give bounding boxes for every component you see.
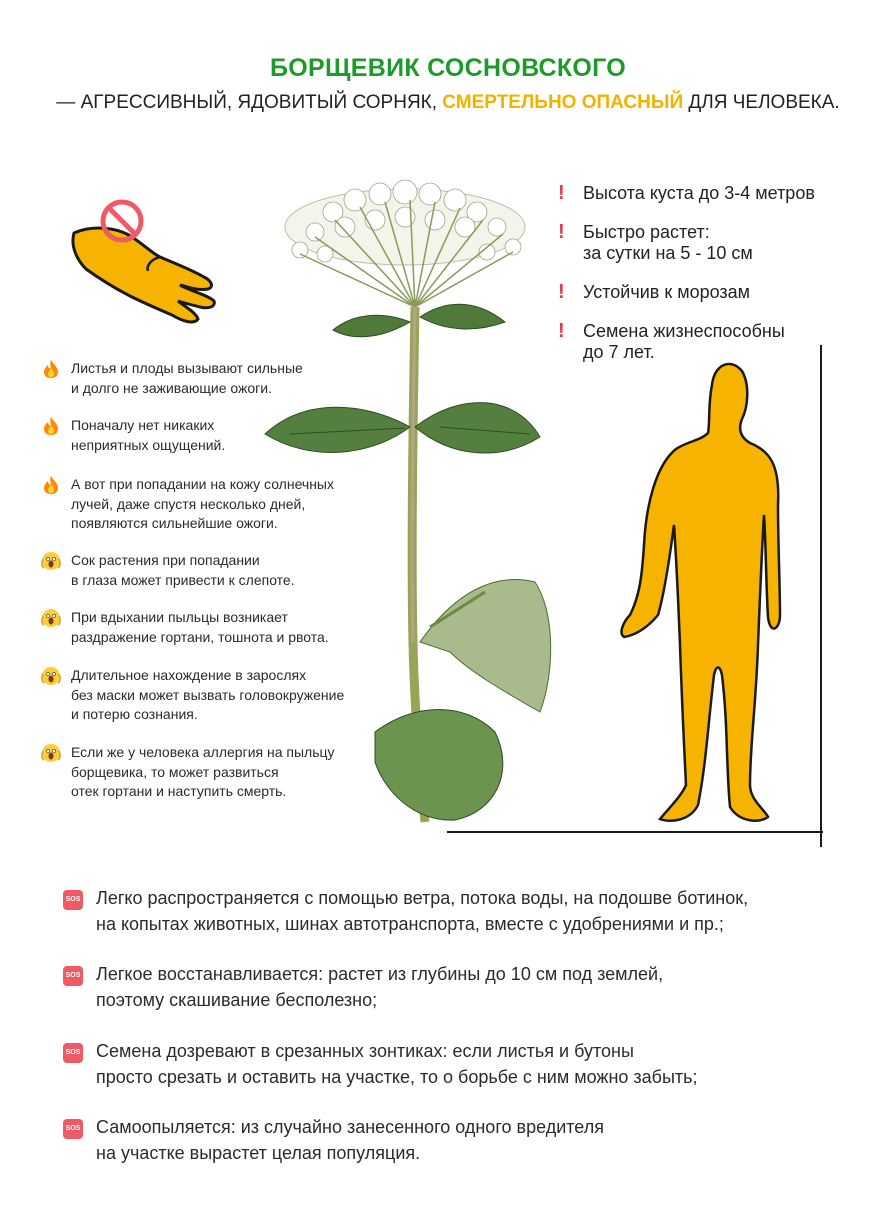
page-subtitle — [0, 92, 896, 114]
sos-item — [63, 1114, 863, 1166]
sos-line: Легко распространяется с помощью ветра, потока воды, на подошве ботинок, — [96, 888, 749, 908]
scream-face-icon — [40, 551, 62, 571]
sos-line: на участке вырастет целая популяция. — [96, 1143, 421, 1163]
page-title: БОРЩЕВИК СОСНОВСКОГО — [269, 54, 627, 82]
subtitle-highlight: СМЕРТЕЛЬНО ОПАСНЫЙ — [442, 92, 684, 113]
sos-item — [63, 1038, 863, 1090]
fire-icon — [40, 359, 62, 379]
fact-item — [558, 282, 858, 303]
scream-face-icon — [40, 743, 62, 763]
sos-line: на копытах животных, шинах автотранспорта, вместе с удобрениями и пр.; — [96, 914, 724, 934]
warning-item — [40, 416, 380, 455]
ground-line — [447, 831, 823, 833]
warning-line: Если же у человека аллергия на пыльцу — [71, 744, 335, 760]
sos-icon: SOS — [63, 1119, 83, 1139]
warning-line: отек гортани и наступить смерть. — [71, 783, 287, 799]
sos-line: просто срезать и оставить на участке, то о борьбе с ним можно забыть; — [96, 1067, 698, 1087]
warning-item — [40, 743, 380, 802]
warning-line: При вдыхании пыльцы возникает — [71, 609, 288, 625]
warning-line: Листья и плоды вызывают сильные — [71, 360, 303, 376]
warning-item — [40, 475, 380, 534]
sos-icon: SOS — [63, 1043, 83, 1063]
fact-line: Семена жизнеспособны — [583, 321, 785, 341]
warning-item — [40, 666, 380, 725]
warning-line: Поначалу нет никаких — [71, 417, 215, 433]
warning-line: в глаза может привести к слепоте. — [71, 571, 295, 588]
warning-line: А вот при попадании на кожу солнечных — [71, 476, 334, 492]
sos-line: Самоопыляется: из случайно занесенного одного вредителя — [96, 1117, 604, 1137]
warning-item — [40, 359, 380, 398]
fire-icon — [40, 475, 62, 495]
fact-item — [558, 183, 858, 204]
scream-face-icon — [40, 666, 62, 686]
exclamation-icon: ! — [558, 221, 565, 243]
sos-item — [63, 885, 863, 937]
warning-item — [40, 608, 380, 647]
warning-line: появляются сильнейшие ожоги. — [71, 515, 278, 531]
warning-line: без маски может вызвать головокружение — [71, 686, 345, 703]
fact-item — [558, 222, 858, 264]
subtitle-suffix: ДЛЯ ЧЕЛОВЕКА. — [683, 92, 840, 113]
human-silhouette-illustration — [590, 345, 830, 850]
fire-icon — [40, 416, 62, 436]
scream-face-icon — [40, 608, 62, 628]
subtitle-prefix: — АГРЕССИВНЫЙ, ЯДОВИТЫЙ СОРНЯК, — [56, 92, 443, 113]
warning-line: борщевика, то может развиться — [71, 763, 279, 780]
warning-line: Сок растения при попадании — [71, 552, 260, 568]
warning-line: и потерю сознания. — [71, 706, 198, 722]
warning-line: и долго не заживающие ожоги. — [71, 379, 272, 396]
fact-line: за сутки на 5 - 10 см — [583, 243, 753, 263]
warning-line: Длительное нахождение в зарослях — [71, 667, 307, 683]
sos-line: Легкое восстанавливается: растет из глубины до 10 см под землей, — [96, 964, 664, 984]
exclamation-icon: ! — [558, 320, 565, 342]
sos-line: поэтому скашивание бесполезно; — [96, 990, 378, 1010]
fact-line: до 7 лет. — [583, 342, 655, 362]
sos-item — [63, 961, 863, 1013]
warning-item — [40, 551, 380, 590]
exclamation-icon: ! — [558, 281, 565, 303]
sos-icon: SOS — [63, 966, 83, 986]
warning-line: неприятных ощущений. — [71, 436, 226, 453]
sos-line: Семена дозревают в срезанных зонтиках: если листья и бутоны — [96, 1041, 634, 1061]
hand-prohibited-icon — [62, 195, 222, 325]
exclamation-icon: ! — [558, 182, 565, 204]
sos-icon: SOS — [63, 890, 83, 910]
fact-line: Высота куста до 3-4 метров — [583, 183, 815, 203]
fact-line: Быстро растет: — [583, 222, 710, 242]
fact-line: Устойчив к морозам — [583, 282, 751, 302]
warning-line: лучей, даже спустя несколько дней, — [71, 495, 306, 512]
warning-line: раздражение гортани, тошнота и рвота. — [71, 628, 329, 645]
